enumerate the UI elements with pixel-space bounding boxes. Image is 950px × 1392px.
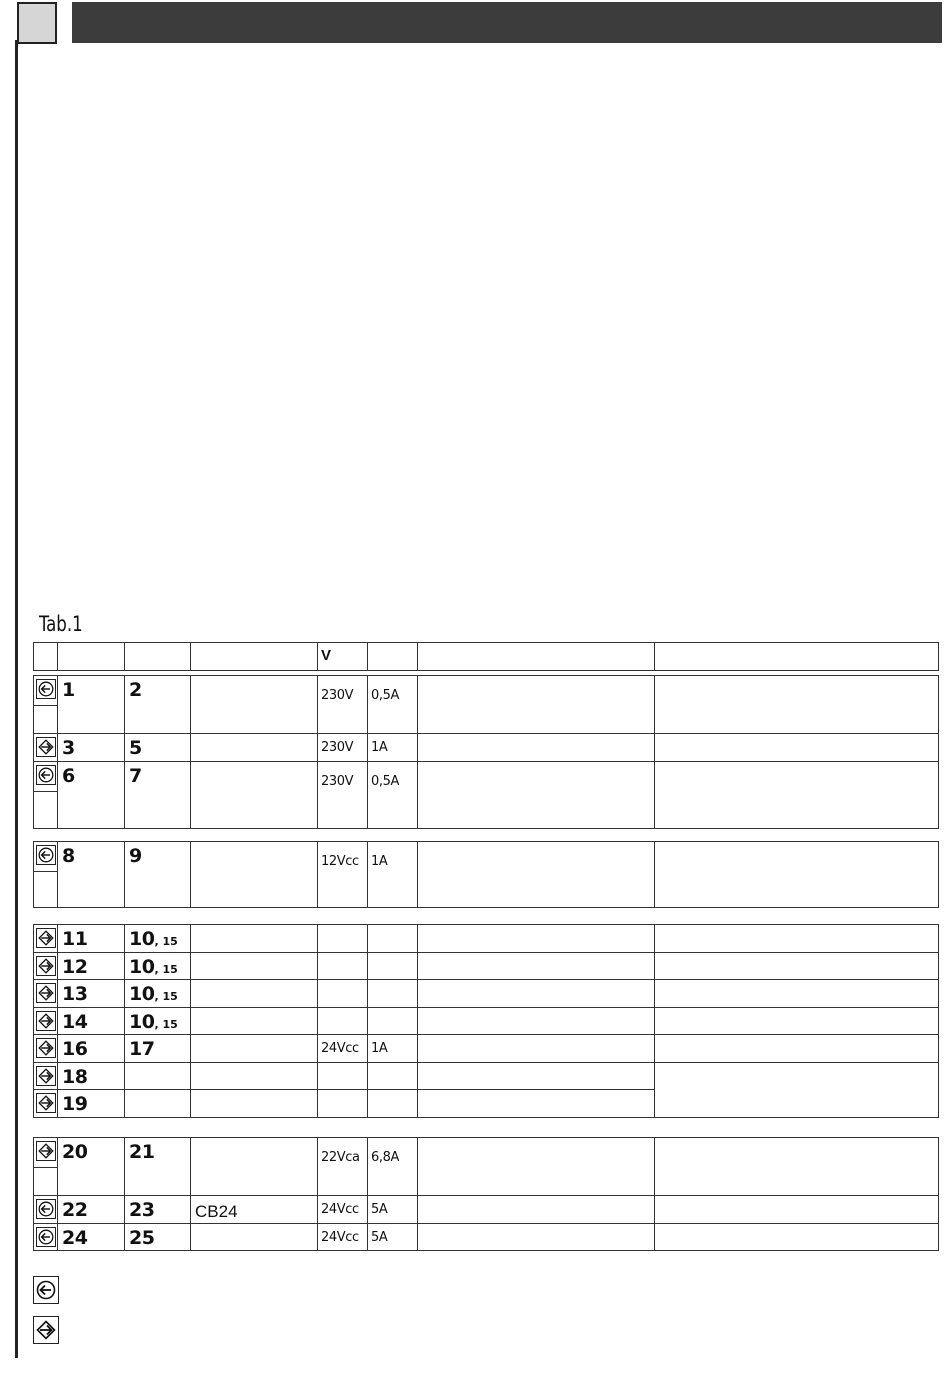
section-number-box <box>17 2 57 44</box>
input-arrow-icon <box>36 956 56 976</box>
legend-input-icon <box>33 1316 59 1344</box>
description-cell <box>418 952 655 980</box>
current-cell <box>368 925 418 953</box>
terminal-b-suffix: , 15 <box>154 990 178 1003</box>
device-cell <box>191 952 318 980</box>
device-cell <box>191 925 318 953</box>
direction-cell <box>34 842 58 908</box>
voltage-cell <box>318 1090 368 1118</box>
left-margin-rule <box>15 40 18 1358</box>
terminal-b-value: 23 <box>129 1199 155 1221</box>
terminal-b <box>125 1196 191 1224</box>
input-arrow-icon <box>36 1093 56 1113</box>
notes-cell <box>655 980 939 1008</box>
current-cell: 1A <box>368 842 418 908</box>
current-cell: 6,8A <box>368 1138 418 1196</box>
terminal-a: 8 <box>58 842 125 908</box>
table-row <box>34 1196 939 1224</box>
description-cell <box>418 1138 655 1196</box>
voltage-cell: 24Vcc <box>318 1035 368 1063</box>
arrow-left-icon <box>36 1280 56 1300</box>
arrow-left-icon <box>38 1201 54 1217</box>
arrow-left-icon <box>38 767 54 783</box>
terminal-b-value: 9 <box>129 845 142 867</box>
voltage-cell: 24Vcc <box>318 1196 368 1224</box>
description-cell <box>418 676 655 734</box>
voltage-cell <box>318 980 368 1008</box>
terminal-b <box>125 1223 191 1251</box>
arrow-right-icon <box>38 985 54 1001</box>
output-arrow-icon <box>36 1199 56 1219</box>
terminal-a: 18 <box>58 1062 125 1090</box>
terminal-group <box>33 841 939 908</box>
terminal-b <box>125 1090 191 1118</box>
device-cell <box>191 1138 318 1196</box>
table-row <box>34 1035 939 1063</box>
arrow-right-icon <box>38 739 54 755</box>
terminal-a: 1 <box>58 676 125 734</box>
device-cell <box>191 1090 318 1118</box>
cell-divider <box>34 1167 57 1168</box>
notes-cell <box>655 676 939 734</box>
description-cell <box>418 842 655 908</box>
description-cell <box>418 1090 655 1118</box>
description-cell <box>418 1223 655 1251</box>
device-cell <box>191 1007 318 1035</box>
voltage-cell <box>318 1007 368 1035</box>
terminal-b-value: 10 <box>129 928 155 950</box>
device-cell <box>191 842 318 908</box>
terminal-b-suffix: , 15 <box>154 962 178 976</box>
header-cell-desc <box>418 643 655 671</box>
terminal-a: 12 <box>58 952 125 980</box>
arrow-right-icon <box>36 1320 56 1340</box>
voltage-cell: 230V <box>318 734 368 762</box>
terminal-a: 11 <box>58 925 125 953</box>
terminal-b-value: 2 <box>129 679 142 701</box>
header-cell-dir <box>34 643 58 671</box>
device-cell: CB24 <box>191 1196 318 1224</box>
current-cell <box>368 1062 418 1090</box>
terminal-a: 6 <box>58 761 125 828</box>
terminal-b-value: 5 <box>129 737 142 759</box>
header-cell-current <box>368 643 418 671</box>
current-cell <box>368 1090 418 1118</box>
device-cell <box>191 761 318 828</box>
arrow-right-icon <box>38 1013 54 1029</box>
terminal-a: 14 <box>58 1007 125 1035</box>
direction-cell <box>34 1223 58 1251</box>
legend-output-icon <box>33 1276 59 1304</box>
notes-cell <box>655 1138 939 1196</box>
current-cell <box>368 952 418 980</box>
description-cell <box>418 1007 655 1035</box>
terminal-b <box>125 734 191 762</box>
terminal-b <box>125 842 191 908</box>
description-cell <box>418 761 655 828</box>
voltage-cell <box>318 925 368 953</box>
table-caption: Tab.1 <box>39 612 83 636</box>
input-arrow-icon <box>36 1011 56 1031</box>
current-cell: 5A <box>368 1223 418 1251</box>
notes-cell <box>655 734 939 762</box>
header-cell-notes <box>655 643 939 671</box>
terminal-b-value: 17 <box>129 1038 155 1060</box>
terminal-group <box>33 924 939 1118</box>
device-cell <box>191 1223 318 1251</box>
header-cell-b <box>125 643 191 671</box>
terminal-b-value: 25 <box>129 1226 155 1249</box>
table-row <box>34 1062 939 1090</box>
direction-cell <box>34 1138 58 1196</box>
cell-divider <box>34 871 57 872</box>
arrow-left-icon <box>38 1229 54 1245</box>
table-row <box>34 980 939 1008</box>
terminal-b-suffix: , 15 <box>154 935 178 948</box>
device-cell <box>191 1035 318 1063</box>
output-arrow-icon <box>36 1227 56 1247</box>
output-arrow-icon <box>36 679 56 699</box>
current-cell: 0,5A <box>368 676 418 734</box>
terminal-b-value: 10 <box>129 983 155 1005</box>
notes-cell <box>655 1007 939 1035</box>
description-cell <box>418 1196 655 1224</box>
current-cell: 1A <box>368 734 418 762</box>
current-cell <box>368 1007 418 1035</box>
current-cell: 0,5A <box>368 761 418 828</box>
output-arrow-icon <box>36 765 56 785</box>
direction-cell <box>34 980 58 1008</box>
arrow-right-icon <box>38 1095 54 1111</box>
terminal-b <box>125 1035 191 1063</box>
table-row <box>34 842 939 908</box>
terminal-a: 3 <box>58 734 125 762</box>
description-cell <box>418 925 655 953</box>
terminal-a: 16 <box>58 1035 125 1063</box>
device-cell <box>191 676 318 734</box>
terminal-b <box>125 925 191 953</box>
arrow-left-icon <box>38 847 54 863</box>
voltage-cell: 230V <box>318 676 368 734</box>
direction-cell <box>34 1062 58 1090</box>
terminal-a: 22 <box>58 1196 125 1224</box>
direction-cell <box>34 1196 58 1224</box>
input-arrow-icon <box>36 983 56 1003</box>
terminal-b-value: 10 <box>129 955 155 978</box>
voltage-cell: 12Vcc <box>318 842 368 908</box>
direction-cell <box>34 1090 58 1118</box>
notes-cell <box>655 1196 939 1224</box>
terminal-a: 20 <box>58 1138 125 1196</box>
voltage-cell: 230V <box>318 761 368 828</box>
arrow-right-icon <box>38 1068 54 1084</box>
direction-cell <box>34 925 58 953</box>
terminal-b <box>125 1007 191 1035</box>
voltage-cell: 24Vcc <box>318 1223 368 1251</box>
description-cell <box>418 734 655 762</box>
terminal-b <box>125 1062 191 1090</box>
input-arrow-icon <box>36 1066 56 1086</box>
device-cell <box>191 1062 318 1090</box>
table-row <box>34 676 939 734</box>
notes-cell <box>655 952 939 980</box>
terminal-a: 24 <box>58 1223 125 1251</box>
header-cell-voltage: V <box>318 643 368 671</box>
output-arrow-icon <box>36 845 56 865</box>
notes-cell <box>655 925 939 953</box>
voltage-cell: 22Vca <box>318 1138 368 1196</box>
input-arrow-icon <box>36 737 56 757</box>
terminal-b-value: 7 <box>129 764 142 787</box>
table-row <box>34 1007 939 1035</box>
input-arrow-icon <box>36 928 56 948</box>
notes-cell <box>655 1035 939 1063</box>
input-arrow-icon <box>36 1038 56 1058</box>
description-cell <box>418 1062 655 1090</box>
voltage-cell <box>318 1062 368 1090</box>
voltage-cell <box>318 952 368 980</box>
arrow-right-icon <box>38 1143 54 1159</box>
terminal-b-value: 10 <box>129 1010 155 1033</box>
table-header <box>33 642 939 671</box>
terminal-group <box>33 675 939 829</box>
current-cell <box>368 980 418 1008</box>
header-cell-c <box>191 643 318 671</box>
terminal-b <box>125 952 191 980</box>
arrow-right-icon <box>38 930 54 946</box>
terminal-group <box>33 1137 939 1251</box>
notes-cell <box>655 842 939 908</box>
table-row <box>34 925 939 953</box>
direction-cell <box>34 676 58 734</box>
table-row <box>34 952 939 980</box>
page-header-bar <box>72 2 942 43</box>
description-cell <box>418 1035 655 1063</box>
header-cell-a <box>58 643 125 671</box>
current-cell: 5A <box>368 1196 418 1224</box>
terminal-b-suffix: , 15 <box>154 1017 178 1031</box>
terminal-b-value: 21 <box>129 1141 155 1163</box>
arrow-right-icon <box>38 958 54 974</box>
arrow-right-icon <box>38 1040 54 1056</box>
device-cell <box>191 734 318 762</box>
direction-cell <box>34 734 58 762</box>
description-cell <box>418 980 655 1008</box>
terminal-a: 19 <box>58 1090 125 1118</box>
table-row <box>34 1138 939 1196</box>
cell-divider <box>34 705 57 706</box>
arrow-left-icon <box>38 681 54 697</box>
device-cell <box>191 980 318 1008</box>
notes-cell <box>655 1062 939 1117</box>
terminal-b <box>125 1138 191 1196</box>
direction-cell <box>34 952 58 980</box>
terminal-b <box>125 761 191 828</box>
table-row <box>34 1223 939 1251</box>
current-cell: 1A <box>368 1035 418 1063</box>
terminal-b <box>125 676 191 734</box>
table-row <box>34 734 939 762</box>
notes-cell <box>655 761 939 828</box>
direction-cell <box>34 761 58 828</box>
direction-cell <box>34 1007 58 1035</box>
input-arrow-icon <box>36 1141 56 1161</box>
notes-cell <box>655 1223 939 1251</box>
terminal-b <box>125 980 191 1008</box>
direction-cell <box>34 1035 58 1063</box>
terminal-a: 13 <box>58 980 125 1008</box>
table-row <box>34 761 939 828</box>
cell-divider <box>34 791 57 792</box>
